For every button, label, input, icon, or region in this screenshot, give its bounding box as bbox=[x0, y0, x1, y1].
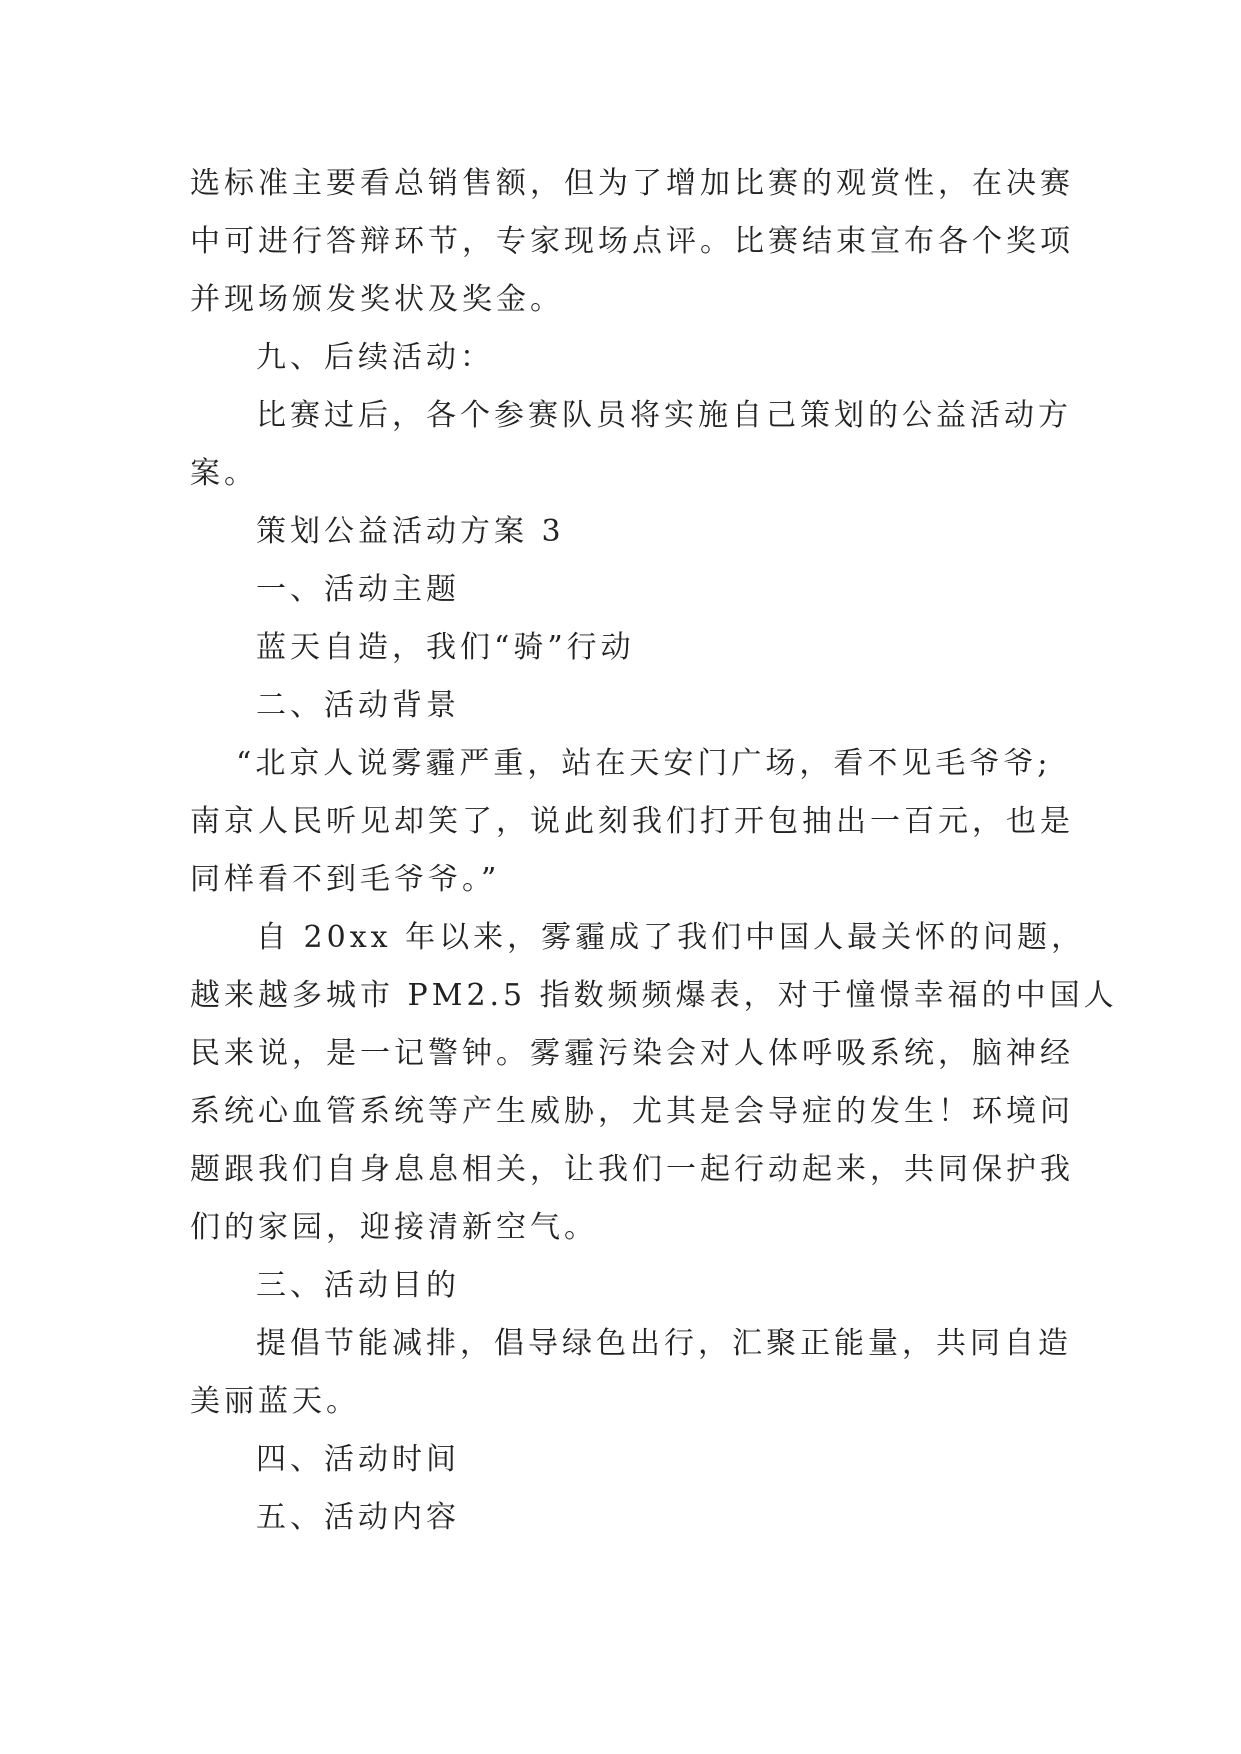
text-line: 蓝天自造，我们“骑”行动 bbox=[256, 630, 635, 665]
text-line: 选标准主要看总销售额，但为了增加比赛的观赏性，在决赛 bbox=[190, 166, 1074, 201]
text-line: 系统心血管系统等产生威胁，尤其是会导症的发生！环境问 bbox=[190, 1094, 1074, 1129]
text-line: 自 20xx 年以来，雾霾成了我们中国人最关怀的问题， bbox=[256, 920, 1086, 955]
text-line: 比赛过后，各个参赛队员将实施自己策划的公益活动方 bbox=[256, 398, 1072, 433]
text-line: 中可进行答辩环节，专家现场点评。比赛结束宣布各个奖项 bbox=[190, 224, 1074, 259]
text-line: 们的家园，迎接清新空气。 bbox=[190, 1210, 598, 1245]
section-heading: 一、活动主题 bbox=[256, 572, 460, 607]
text-line: “北京人说雾霾严重，站在天安门广场，看不见毛爷爷; bbox=[236, 746, 1052, 781]
text-line: 案。 bbox=[190, 456, 258, 491]
text-line: 同样看不到毛爷爷。” bbox=[190, 862, 501, 897]
text-line: 提倡节能减排，倡导绿色出行，汇聚正能量，共同自造 bbox=[256, 1326, 1072, 1361]
text-line: 南京人民听见却笑了，说此刻我们打开包抽出一百元，也是 bbox=[190, 804, 1074, 839]
section-heading: 九、后续活动： bbox=[256, 340, 494, 375]
document-body bbox=[190, 155, 1118, 1547]
text-line: 越来越多城市 PM2.5 指数频频爆表，对于憧憬幸福的中国人 bbox=[190, 978, 1118, 1013]
plan-title: 策划公益活动方案 3 bbox=[256, 514, 565, 549]
text-line: 并现场颁发奖状及奖金。 bbox=[190, 282, 564, 317]
section-heading: 二、活动背景 bbox=[256, 688, 460, 723]
section-heading: 四、活动时间 bbox=[256, 1442, 460, 1477]
section-heading: 五、活动内容 bbox=[256, 1500, 460, 1535]
text-line: 美丽蓝天。 bbox=[190, 1384, 360, 1419]
text-line: 题跟我们自身息息相关，让我们一起行动起来，共同保护我 bbox=[190, 1152, 1074, 1187]
section-heading: 三、活动目的 bbox=[256, 1268, 460, 1303]
text-line: 民来说，是一记警钟。雾霾污染会对人体呼吸系统，脑神经 bbox=[190, 1036, 1074, 1071]
